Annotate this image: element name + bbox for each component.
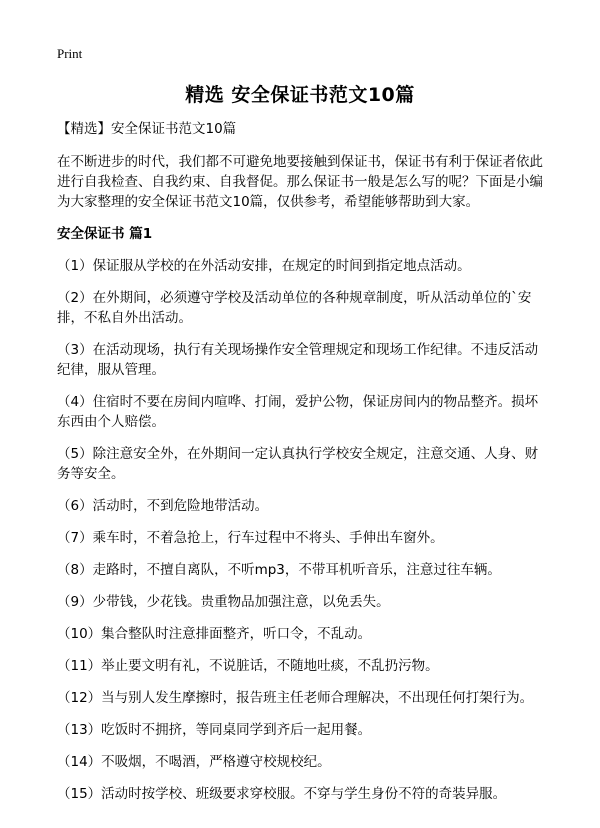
guarantee-item: （14）不吸烟，不喝酒，严格遵守校规校纪。 [57,754,331,770]
guarantee-item: （9）少带钱，少花钱。贵重物品加强注意，以免丢失。 [57,594,390,610]
guarantee-item: （7）乘车时，不着急抢上，行车过程中不将头、手伸出车窗外。 [57,530,444,546]
intro-paragraph: 在不断进步的时代，我们都不可避免地要接触到保证书，保证书有利于保证者依此进行自我检查、自我约束、自我督促。那么保证书一般是怎么写的呢？下面是小编为大家整理的安全保证书范文10篇，仅供参考，希望能够帮助到大家。 [57,154,543,210]
guarantee-item: （15）活动时按学校、班级要求穿校服。不穿与学生身份不符的奇装异服。 [57,786,507,802]
print-link[interactable]: Print [57,46,83,61]
document-title: 精选 安全保证书范文10篇 [185,84,415,106]
guarantee-item: （3）在活动现场，执行有关现场操作安全管理规定和现场工作纪律。不违反活动纪律，服从管理。 [57,342,539,378]
guarantee-item: （4）住宿时不要在房间内喧哗、打闹，爱护公物，保证房间内的物品整齐。损坏东西由个人赔偿。 [57,394,539,430]
guarantee-item: （11）举止要文明有礼，不说脏话，不随地吐痰，不乱扔污物。 [57,658,439,674]
guarantee-item: （12）当与别人发生摩擦时，报告班主任老师合理解决，不出现任何打架行为。 [57,690,534,706]
guarantee-item: （5）除注意安全外，在外期间一定认真执行学校安全规定，注意交通、人身、财务等安全。 [57,446,539,482]
document-body [57,119,549,816]
guarantee-item-list [57,256,549,804]
guarantee-item: （2）在外期间，必须遵守学校及活动单位的各种规章制度，听从活动单位的`安排，不私自外出活动。 [57,290,532,326]
guarantee-item: （6）活动时，不到危险地带活动。 [57,498,269,514]
section-heading: 安全保证书 篇1 [57,226,153,242]
guarantee-item: （1）保证服从学校的在外活动安排，在规定的时间到指定地点活动。 [57,258,471,274]
guarantee-item: （8）走路时，不擅自离队，不听mp3，不带耳机听音乐，注意过往车辆。 [57,562,501,578]
document-subtitle: 【精选】安全保证书范文10篇 [57,121,237,137]
guarantee-item: （10）集合整队时注意排面整齐，听口令，不乱动。 [57,626,372,642]
guarantee-item: （13）吃饭时不拥挤，等同桌同学到齐后一起用餐。 [57,722,372,738]
